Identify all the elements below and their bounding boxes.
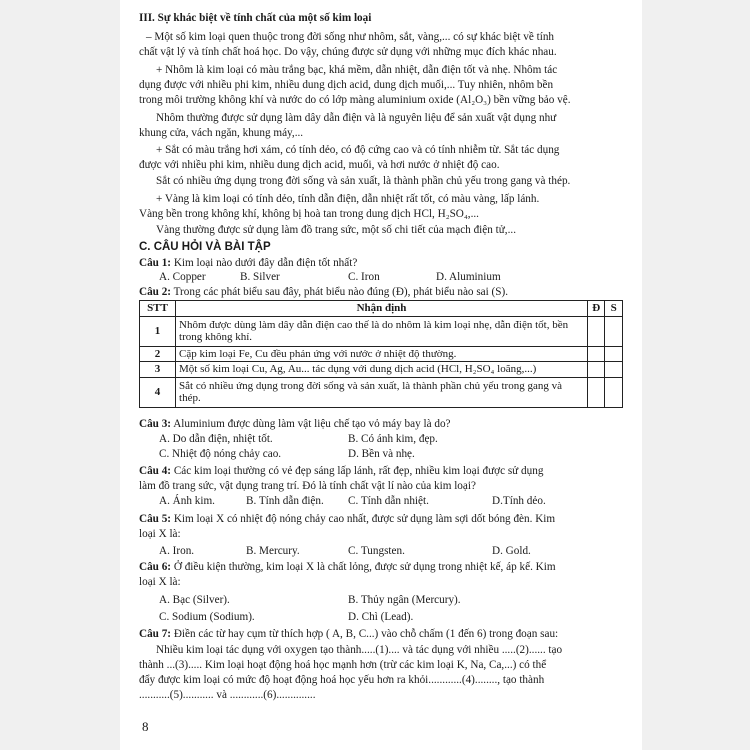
- question-label: Câu 3:: [139, 418, 172, 430]
- question-text: Ở điều kiện thường, kim loại X là chất lỏng, được sử dụng trong nhiệt kế, áp kế. Kim: [171, 561, 556, 573]
- statement: Nhôm được dùng làm dây dẫn điện cao thế là do nhôm là kim loại nhẹ, dẫn điện tốt, bền trong không khí.: [176, 316, 588, 346]
- question-text: Trong các phát biểu sau đây, phát biểu nào đúng (Đ), phát biểu nào sai (S).: [171, 286, 509, 298]
- paragraph-line: dụng được với nhiều phi kim, nhiều dung dịch acid, dung dịch muối,... Tuy nhiên, nhôm bền: [139, 79, 554, 91]
- false-answer-cell[interactable]: [605, 377, 623, 407]
- option[interactable]: A. Ánh kim.: [159, 495, 215, 507]
- option[interactable]: D. Chì (Lead).: [348, 611, 414, 623]
- question-text-continued: làm đồ trang sức, vật dụng trang trí. Đó là tính chất vật lí nào của kim loại?: [139, 480, 476, 492]
- question-label: Câu 7:: [139, 628, 172, 640]
- row-number: 2: [140, 346, 176, 362]
- statement: Cặp kim loại Fe, Cu đều phản ứng với nước ở nhiệt độ thường.: [176, 346, 588, 362]
- header-true: Đ: [587, 301, 605, 317]
- fill-in-line: ...........(5)........... và ............(6)..............: [139, 689, 316, 701]
- true-answer-cell[interactable]: [587, 362, 605, 378]
- true-answer-cell[interactable]: [587, 316, 605, 346]
- false-answer-cell[interactable]: [605, 346, 623, 362]
- question-2: [139, 286, 508, 299]
- false-answer-cell[interactable]: [605, 362, 623, 378]
- table-row: [140, 362, 623, 378]
- paragraph-line: chất vật lý và tính chất hoá học. Do vậy, chúng được sử dụng với những mục đích khác nhau.: [139, 46, 557, 58]
- option[interactable]: B. Có ánh kim, đẹp.: [348, 433, 438, 445]
- question-5: [139, 513, 555, 526]
- question-label: Câu 2:: [139, 286, 172, 298]
- question-text: Kim loại nào dưới đây dẫn điện tốt nhất?: [171, 257, 358, 269]
- paragraph-line: + Sắt có màu trắng hơi xám, có tính dẻo, có độ cứng cao và có tính nhiễm từ. Sắt tác dụng: [156, 144, 560, 156]
- question-1: [139, 257, 357, 270]
- question-text-continued: loại X là:: [139, 576, 181, 588]
- option[interactable]: D. Aluminium: [436, 271, 501, 283]
- paragraph-line: khung cửa, vách ngăn, khung máy,...: [139, 127, 304, 139]
- question-text-continued: loại X là:: [139, 528, 181, 540]
- question-4: [139, 465, 543, 478]
- question-6: [139, 561, 556, 574]
- question-label: Câu 4:: [139, 465, 172, 477]
- row-number: 3: [140, 362, 176, 378]
- paragraph-line: + Vàng là kim loại có tính dẻo, tính dẫn điện, dẫn nhiệt rất tốt, có màu vàng, lấp lánh.: [156, 193, 540, 205]
- page-number: 8: [142, 719, 149, 734]
- row-number: 4: [140, 377, 176, 407]
- paragraph-line: Sắt có nhiều ứng dụng trong đời sống và sản xuất, là thành phần chủ yếu trong gang và thép.: [156, 175, 571, 187]
- fill-in-line: thành ...(3)..... Kim loại hoạt động hoá học mạnh hơn (trừ các kim loại K, Na, Ca,...) có thể: [139, 659, 547, 671]
- header-false: S: [605, 301, 623, 317]
- option[interactable]: D.Tính dẻo.: [492, 495, 546, 507]
- row-number: 1: [140, 316, 176, 346]
- paragraph-line: trong môi trường không khí và nước do có lớp màng aluminium oxide (Al₂O₃) bền vững bảo vệ.: [139, 94, 571, 106]
- question-label: Câu 1:: [139, 257, 172, 269]
- document-page: [120, 0, 642, 750]
- true-answer-cell[interactable]: [587, 377, 605, 407]
- fill-in-line: Nhiều kim loại tác dụng với oxygen tạo thành.....(1).... và tác dụng với nhiều .....(2)...... tạo: [156, 644, 563, 656]
- paragraph-line: Nhôm thường được sử dụng làm dây dẫn điện và là nguyên liệu để sản xuất vật dụng như: [156, 112, 557, 124]
- option[interactable]: C. Tính dẫn nhiệt.: [348, 495, 429, 507]
- true-answer-cell[interactable]: [587, 346, 605, 362]
- option[interactable]: C. Sodium (Sodium).: [159, 611, 255, 623]
- table-header-row: [140, 301, 623, 317]
- paragraph-line: + Nhôm là kim loại có màu trắng bạc, khá mềm, dẫn nhiệt, dẫn điện tốt và nhẹ. Nhôm tác: [156, 64, 558, 76]
- table-row: [140, 346, 623, 362]
- question-label: Câu 5:: [139, 513, 172, 525]
- table-row: [140, 316, 623, 346]
- true-false-table: [139, 300, 623, 408]
- section-title: III. Sự khác biệt về tính chất của một số kim loại: [139, 12, 372, 24]
- paragraph-line: Vàng bền trong không khí, không bị hoà tan trong dung dịch HCl, H₂SO₄,...: [139, 208, 479, 220]
- statement: Sắt có nhiều ứng dụng trong đời sống và sản xuất, là thành phần chủ yếu trong gang và thép.: [176, 377, 588, 407]
- header-stt: STT: [140, 301, 176, 317]
- question-text: Các kim loại thường có vẻ đẹp sáng lấp lánh, rất đẹp, nhiều kim loại được sử dụng: [171, 465, 544, 477]
- option[interactable]: B. Mercury.: [246, 545, 300, 557]
- option[interactable]: C. Nhiệt độ nóng chảy cao.: [159, 448, 282, 460]
- option[interactable]: D. Bền và nhẹ.: [348, 448, 415, 460]
- option[interactable]: A. Do dẫn điện, nhiệt tốt.: [159, 433, 273, 445]
- option[interactable]: A. Iron.: [159, 545, 195, 557]
- option[interactable]: C. Iron: [348, 271, 380, 283]
- false-answer-cell[interactable]: [605, 316, 623, 346]
- header-statement: Nhận định: [176, 301, 588, 317]
- section-c-title: C. CÂU HỎI VÀ BÀI TẬP: [139, 241, 271, 253]
- paragraph-line: được với nhiều phi kim, nhiều dung dịch acid, muối, và hơi nước ở nhiệt độ cao.: [139, 159, 500, 171]
- question-label: Câu 6:: [139, 561, 172, 573]
- question-text: Kim loại X có nhiệt độ nóng chảy cao nhất, được sử dụng làm sợi dốt bóng đèn. Kim: [171, 513, 556, 525]
- question-3: [139, 418, 451, 431]
- option[interactable]: B. Thủy ngân (Mercury).: [348, 594, 461, 606]
- option[interactable]: B. Silver: [240, 271, 280, 283]
- statement: Một số kim loại Cu, Ag, Au... tác dụng với dung dịch acid (HCl, H₂SO₄ loãng,...): [176, 362, 588, 378]
- option[interactable]: A. Copper: [159, 271, 206, 283]
- question-text: Điền các từ hay cụm từ thích hợp ( A, B, C...) vào chỗ chấm (1 đến 6) trong đoạn sau:: [171, 628, 559, 640]
- option[interactable]: A. Bạc (Silver).: [159, 594, 230, 606]
- fill-in-line: đẩy được kim loại có mức độ hoạt động hoá học yếu hơn ra khỏi............(4)........, tạo thành: [139, 674, 545, 686]
- option[interactable]: C. Tungsten.: [348, 545, 405, 557]
- question-7: [139, 628, 558, 641]
- paragraph-line: – Một số kim loại quen thuộc trong đời sống như nhôm, sắt, vàng,... có sự khác biệt về tính: [146, 31, 555, 43]
- paragraph-line: Vàng thường được sử dụng làm đồ trang sức, một số chi tiết của mạch điện tử,...: [156, 224, 516, 236]
- option[interactable]: B. Tính dẫn điện.: [246, 495, 324, 507]
- option[interactable]: D. Gold.: [492, 545, 531, 557]
- table-row: [140, 377, 623, 407]
- question-text: Aluminium được dùng làm vật liệu chế tạo vỏ máy bay là do?: [171, 418, 451, 430]
